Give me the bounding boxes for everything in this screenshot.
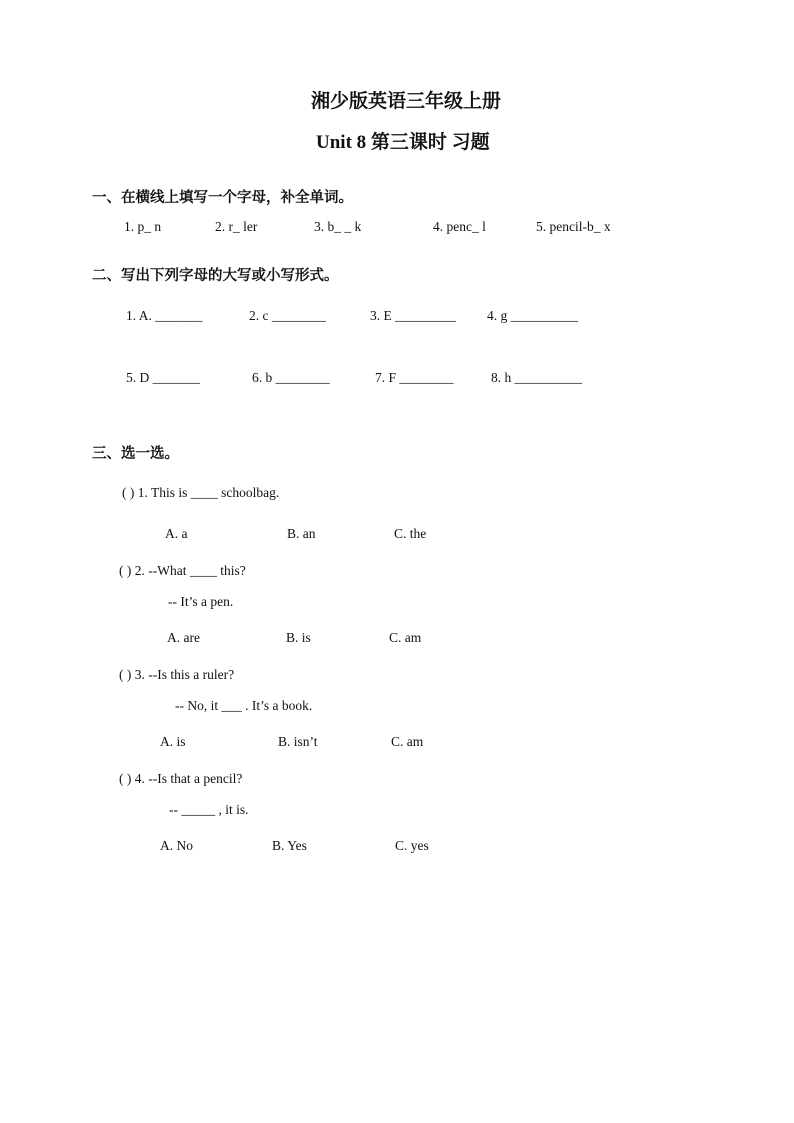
s2-item-5: 5. D _______	[126, 370, 200, 385]
q4-stem: ( ) 4. --Is that a pencil?	[119, 771, 243, 786]
s2-item-8: 8. h __________	[491, 370, 583, 385]
q2-option-a: A. are	[167, 630, 200, 645]
q1-option-a: A. a	[165, 526, 188, 541]
s2-item-1: 1. A. _______	[126, 308, 203, 323]
q1-option-c: C. the	[394, 526, 427, 541]
s1-item-2: 2. r_ ler	[215, 219, 258, 234]
q2-stem: ( ) 2. --What ____ this?	[119, 563, 246, 578]
q4-option-a: A. No	[160, 838, 193, 853]
s2-item-2: 2. c ________	[249, 308, 326, 323]
q3-option-c: C. am	[391, 734, 424, 749]
section-2-heading: 二、写出下列字母的大写或小写形式。	[92, 268, 339, 284]
s1-item-1: 1. p_ n	[124, 219, 162, 234]
q3-option-b: B. isn’t	[278, 734, 318, 749]
q2-option-c: C. am	[389, 630, 422, 645]
section-3-heading: 三、选一选。	[92, 446, 179, 462]
q4-option-b: B. Yes	[272, 838, 307, 853]
q2-answer-line: -- It’s a pen.	[168, 594, 234, 609]
q3-answer-line: -- No, it ___ . It’s a book.	[175, 698, 313, 713]
s2-item-3: 3. E _________	[370, 308, 456, 323]
q2-option-b: B. is	[286, 630, 311, 645]
s2-item-6: 6. b ________	[252, 370, 330, 385]
q3-stem: ( ) 3. --Is this a ruler?	[119, 667, 235, 682]
page-title: 湘少版英语三年级上册	[311, 91, 502, 112]
q4-answer-line: -- _____ , it is.	[169, 802, 249, 817]
s2-item-4: 4. g __________	[487, 308, 579, 323]
section-1-heading: 一、在横线上填写一个字母，补全单词。	[92, 190, 353, 206]
s2-item-7: 7. F ________	[375, 370, 454, 385]
q1-stem: ( ) 1. This is ____ schoolbag.	[122, 485, 280, 500]
page-subtitle: Unit 8 第三课时 习题	[316, 132, 490, 153]
s1-item-4: 4. penc_ l	[433, 219, 486, 234]
q4-option-c: C. yes	[395, 838, 429, 853]
q1-option-b: B. an	[287, 526, 316, 541]
s1-item-3: 3. b_ _ k	[314, 219, 362, 234]
q3-option-a: A. is	[160, 734, 186, 749]
s1-item-5: 5. pencil-b_ x	[536, 219, 611, 234]
